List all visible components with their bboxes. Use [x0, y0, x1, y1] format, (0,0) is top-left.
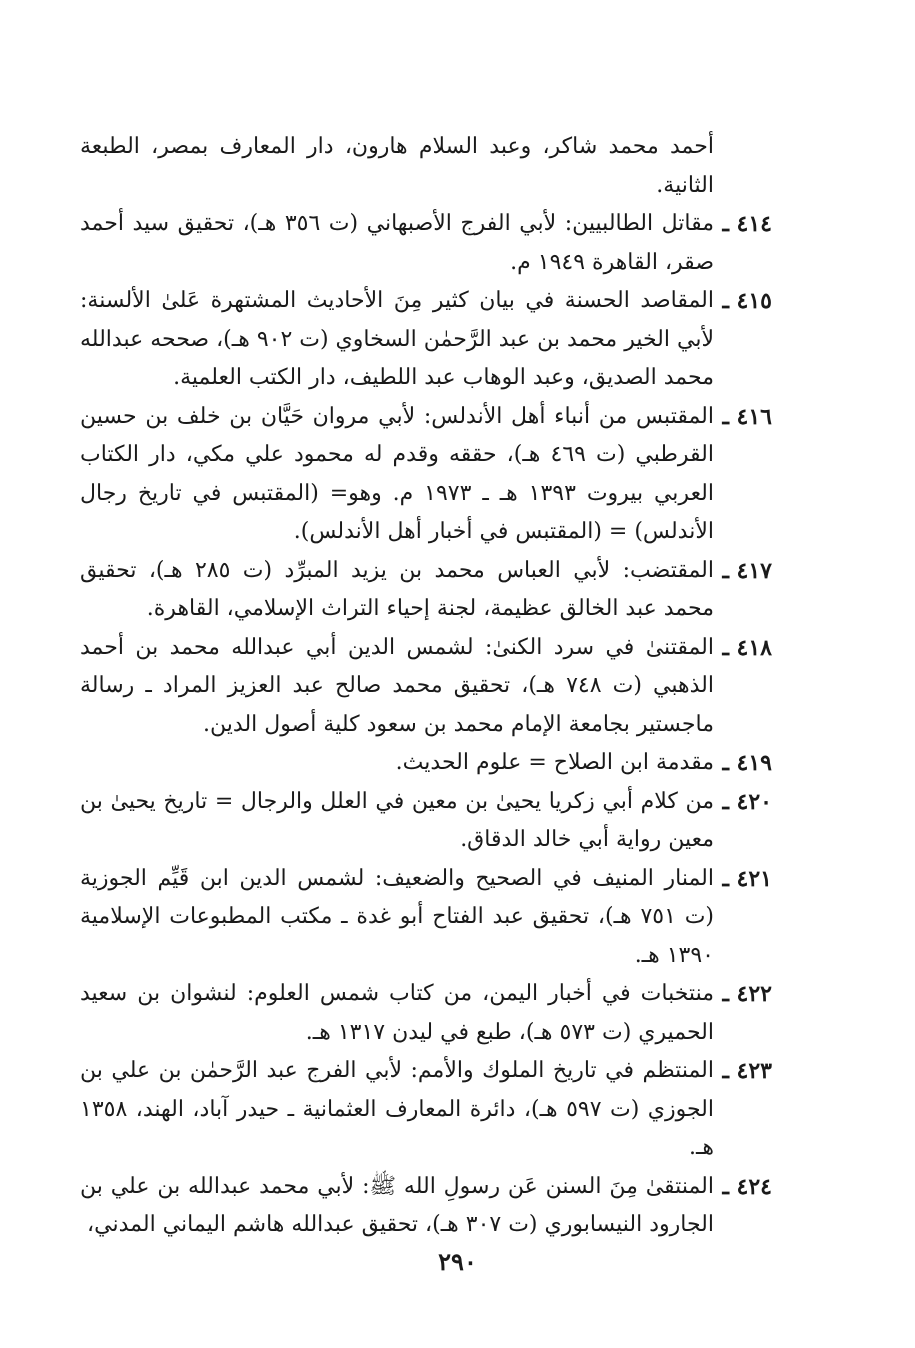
bibliography-entry-423 [80, 1052, 772, 1168]
bibliography-entry-424 [80, 1168, 772, 1245]
entry-number: ٤١٥ ـ [722, 288, 772, 314]
entry-text: منتخبات في أخبار اليمن، من كتاب شمس العلوم: لنشوان بن سعيد الحميري (ت ٥٧٣ هـ)، طبع في ليدن ١٣١٧ هـ. [80, 981, 714, 1045]
page-number: ٢٩٠ [438, 1247, 477, 1276]
entry-number: ٤٢١ ـ [722, 865, 772, 892]
entry-number: ٤٢٣ ـ [722, 1058, 772, 1084]
bibliography-entry-419 [80, 744, 772, 783]
entry-text: المقتضب: لأبي العباس محمد بن يزيد المبرِّد (ت ٢٨٥ هـ)، تحقيق محمد عبد الخالق عظيمة، لجنة إحياء التراث الإسلامي، القاهرة. [80, 557, 714, 621]
continued-entry-text: أحمد محمد شاكر، وعبد السلام هارون، دار المعارف بمصر، الطبعة الثانية. [80, 134, 714, 198]
entry-text: مقاتل الطالبيين: لأبي الفرج الأصبهاني (ت ٣٥٦ هـ)، تحقيق سيد أحمد صقر، القاهرة ١٩٤٩ م. [80, 211, 714, 275]
entry-number: ٤١٨ ـ [722, 634, 772, 661]
entry-number: ٤١٩ ـ [722, 750, 772, 776]
entry-text: المنتقىٰ مِنَ السنن عَن رسولِ الله ﷺ: لأبي محمد عبدالله بن علي بن الجارود النيسابوري (ت ٣٠٧ هـ)، تحقيق عبدالله هاشم اليماني المدني، [80, 1173, 714, 1237]
entry-text: المنار المنيف في الصحيح والضعيف: لشمس الدين ابن قَيِّم الجوزية (ت ٧٥١ هـ)، تحقيق عبد الفتاح أبو غدة ـ مكتب المطبوعات الإسلامية ١٣٩٠ هـ. [80, 865, 714, 968]
entry-text: المنتظم في تاريخ الملوك والأمم: لأبي الفرج عبد الرَّحمٰن بن علي بن الجوزي (ت ٥٩٧ هـ)، دائرة المعارف العثمانية ـ حيدر آباد، الهند، ١٣٥٨ هـ. [80, 1058, 714, 1160]
entry-number: ٤١٦ ـ [722, 403, 772, 430]
entry-number: ٤٢٢ ـ [722, 981, 772, 1007]
entry-text: المقتبس من أنباء أهل الأندلس: لأبي مروان حَيَّان بن خلف بن حسين القرطبي (ت ٤٦٩ هـ)، حققه وقدم له محمود علي مكي، دار الكتاب العربي بيروت ١٣٩٣ هـ ـ ١٩٧٣ م. وهو= (المقتبس في تاريخ رجال الأندلس) = (المقتبس في أخبار أهل الأندلس). [80, 403, 714, 544]
bibliography-entry-417 [80, 552, 772, 629]
entry-number: ٤١٧ ـ [722, 557, 772, 584]
bibliography-entry-420 [80, 783, 772, 860]
bibliography-entry-414 [80, 205, 772, 282]
entry-number: ٤١٤ ـ [722, 211, 772, 237]
entry-text: من كلام أبي زكريا يحيىٰ بن معين في العلل والرجال = تاريخ يحيىٰ بن معين رواية أبي خالد الدقاق. [80, 788, 714, 852]
bibliography-entry-422 [80, 975, 772, 1052]
bibliography-entry-421 [80, 860, 772, 976]
bibliography-entry-416 [80, 398, 772, 552]
entry-number: ٤٢٤ ـ [722, 1173, 772, 1200]
bibliography-page [80, 128, 772, 1245]
bibliography-entry-418 [80, 629, 772, 745]
bibliography-entry-415 [80, 282, 772, 398]
entry-number: ٤٢٠ ـ [722, 788, 772, 815]
entry-text: المقاصد الحسنة في بيان كثير مِنَ الأحاديث المشتهرة عَلىٰ الألسنة: لأبي الخير محمد بن عبد الرَّحمٰن السخاوي (ت ٩٠٢ هـ)، صححه عبدالله محمد الصديق، وعبد الوهاب عبد اللطيف، دار الكتب العلمية. [80, 288, 714, 390]
entry-text: المقتنىٰ في سرد الكنىٰ: لشمس الدين أبي عبدالله محمد بن أحمد الذهبي (ت ٧٤٨ هـ)، تحقيق محمد صالح عبد العزيز المراد ـ رسالة ماجستير بجامعة الإمام محمد بن سعود كلية أصول الدين. [80, 634, 714, 737]
entry-text: مقدمة ابن الصلاح = علوم الحديث. [395, 750, 714, 775]
